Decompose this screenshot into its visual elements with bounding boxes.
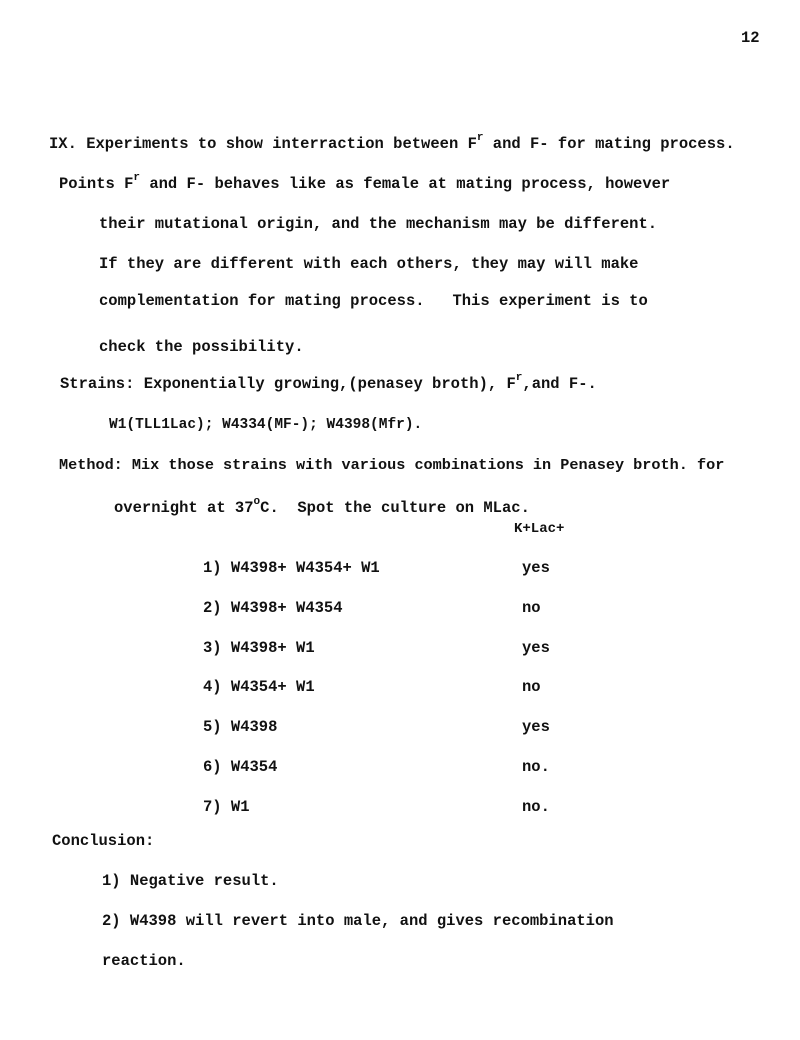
strains-line-2: W1(TLL1Lac); W4334(MF-); W4398(Mfr).: [109, 417, 423, 433]
conclusion-item-2-line-1: 2) W4398 will revert into male, and gives recombination: [102, 912, 614, 930]
combination-label: 5) W4398: [203, 718, 278, 736]
method-line-2: [114, 495, 530, 517]
conclusion-item-2-line-2: reaction.: [102, 952, 186, 970]
result-value: no: [522, 678, 541, 696]
strains-line-1: [60, 371, 597, 393]
results-column-header: K+Lac+: [514, 521, 565, 537]
points-prefix: Points F: [59, 175, 134, 193]
points-line-2: their mutational origin, and the mechanism may be different.: [99, 215, 658, 233]
combination-label: 2) W4398+ W4354: [203, 599, 343, 617]
method-suffix: C. Spot the culture on MLac.: [260, 499, 530, 517]
conclusion-item-1: 1) Negative result.: [102, 872, 279, 890]
strains-suffix: ,and F-.: [522, 375, 597, 393]
combination-label: 4) W4354+ W1: [203, 678, 315, 696]
points-line-5: check the possibility.: [99, 338, 304, 356]
conclusion-title: Conclusion:: [52, 832, 155, 850]
result-value: no.: [522, 798, 550, 816]
result-value: yes: [522, 718, 550, 736]
result-value: yes: [522, 639, 550, 657]
method-line-1: Method: Mix those strains with various combinations in Penasey broth. for: [59, 456, 725, 474]
method-prefix: overnight at 37: [114, 499, 254, 517]
heading-prefix: IX. Experiments to show interraction between F: [49, 135, 477, 153]
result-value: yes: [522, 559, 550, 577]
points-line-1: [59, 171, 671, 193]
points-superscript: r: [133, 171, 141, 184]
heading-suffix: and F- for mating process.: [483, 135, 735, 153]
points-line-3: If they are different with each others, they may will make: [99, 255, 639, 273]
strains-superscript: r: [515, 371, 523, 384]
result-value: no: [522, 599, 541, 617]
result-value: no.: [522, 758, 550, 776]
combination-label: 7) W1: [203, 798, 250, 816]
combination-label: 3) W4398+ W1: [203, 639, 315, 657]
combination-label: 1) W4398+ W4354+ W1: [203, 559, 380, 577]
section-heading: [49, 131, 735, 153]
degree-superscript: o: [253, 495, 261, 508]
strains-prefix: Strains: Exponentially growing,(penasey broth), F: [60, 375, 516, 393]
combination-label: 6) W4354: [203, 758, 278, 776]
heading-superscript: r: [476, 131, 484, 144]
page-number: 12: [741, 29, 760, 47]
points-line-4: complementation for mating process. This experiment is to: [99, 292, 648, 310]
points-suffix: and F- behaves like as female at mating process, however: [140, 175, 671, 193]
